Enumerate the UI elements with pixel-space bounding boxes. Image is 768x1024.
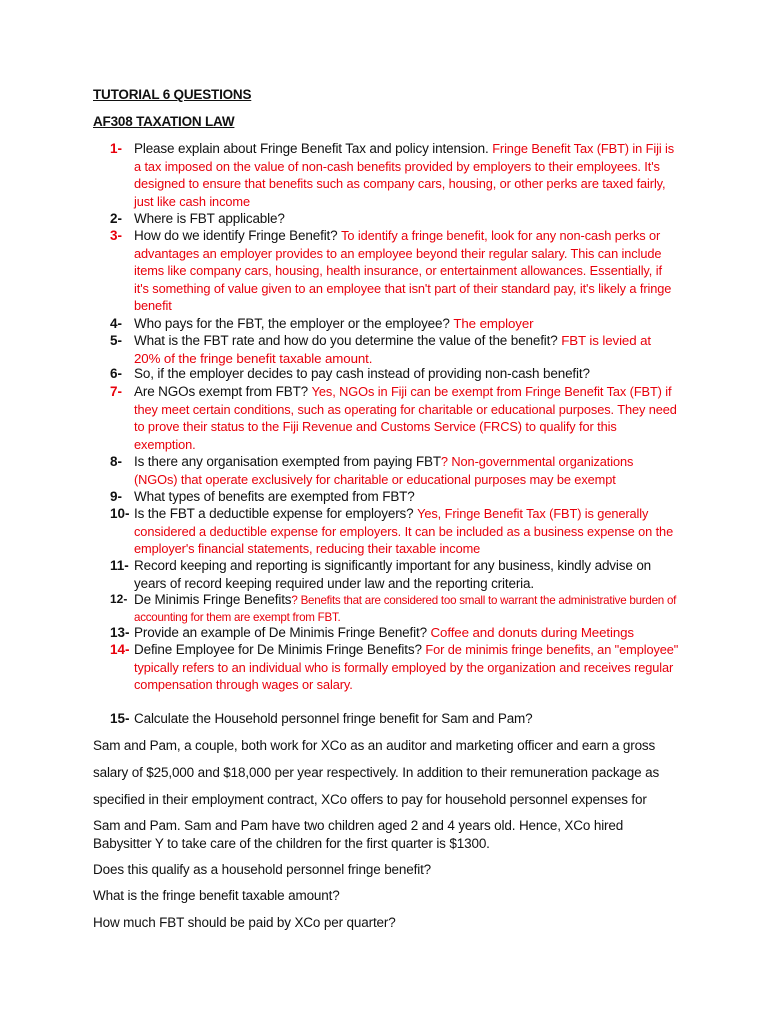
question-item <box>110 365 680 383</box>
question-text: Please explain about Fringe Benefit Tax and policy intension. <box>134 141 493 156</box>
answer-text: Yes, Fringe Benefit Tax (FBT) is generally considered a deductible expense for employers. It can be included as a business expense on the employer's financial statements, reducing their taxable income <box>134 506 674 556</box>
case-study-paragraph: Sam and Pam. Sam and Pam have two children aged 2 and 4 years old. Hence, XCo hired Babysitter Y to take care of the children for the first quarter is $1300. <box>93 818 624 851</box>
question-number: 4- <box>110 316 123 331</box>
question-number: 6- <box>110 366 123 381</box>
question-text: So, if the employer decides to pay cash instead of providing non-cash benefit? <box>134 366 590 381</box>
question-number: 14- <box>110 642 130 657</box>
answer-text: Fringe Benefit Tax (FBT) in Fiji is a tax imposed on the value of non-cash benefits provided by employers to their employees. It's designed to ensure that benefits such as company cars, housing, or other perks are taxed fairly, just like cash income <box>134 141 675 209</box>
question-number: 11- <box>110 558 129 573</box>
answer-text: To identify a fringe benefit, look for any non-cash perks or advantages an employer provides to an employee beyond their regular salary. This can include items like company cars, housing, health insurance, or entertainment allowances. Essentially, if it's something of value given to an employee that isn't part of their standard pay, it's likely a fringe benefit <box>134 228 672 313</box>
answer-text: Yes, NGOs in Fiji can be exempt from Fringe Benefit Tax (FBT) if they meet certain conditions, such as operating for charitable or educational purposes. They need to prove their status to the Fiji Revenue and Customs Service (FRCS) to qualify for this exemption. <box>134 384 677 452</box>
answer-text: For de minimis fringe benefits, an "employee" typically refers to an individual who is formally employed by the organization and receives regular compensation through wages or salary. <box>134 642 679 692</box>
question-text: How do we identify Fringe Benefit? <box>134 228 342 243</box>
answer-text: Coffee and donuts during Meetings <box>430 625 634 640</box>
question-item <box>110 332 680 367</box>
question-item <box>110 592 680 625</box>
case-study-line: Sam and Pam, a couple, both work for XCo as an auditor and marketing officer and earn a gross <box>93 738 656 753</box>
question-text: Is there any organisation exempted from paying FBT <box>134 454 441 469</box>
question-item <box>110 453 680 488</box>
question-text: What types of benefits are exempted from FBT? <box>134 489 415 504</box>
question-text: Record keeping and reporting is significantly important for any business, kindly advise on years of record keeping required under law and the reporting criteria. <box>134 558 652 591</box>
question-item <box>110 315 680 333</box>
question-item <box>110 710 680 728</box>
answer-text: The employer <box>453 316 534 331</box>
question-item <box>110 505 680 558</box>
question-number: 10- <box>110 506 130 521</box>
case-study-question: How much FBT should be paid by XCo per quarter? <box>93 915 396 930</box>
question-text: What is the FBT rate and how do you determine the value of the benefit? <box>134 333 562 348</box>
question-number: 9- <box>110 489 123 504</box>
question-text: Provide an example of De Minimis Fringe Benefit? <box>134 625 431 640</box>
question-item <box>110 140 680 210</box>
question-item <box>110 557 680 592</box>
question-number: 8- <box>110 454 123 469</box>
answer-text: ? Non-governmental organizations (NGOs) that operate exclusively for charitable or educational purposes may be exempt <box>134 454 634 487</box>
question-number: 1- <box>110 141 123 156</box>
question-text: Where is FBT applicable? <box>134 211 285 226</box>
question-item <box>110 624 680 642</box>
case-study-question: Does this qualify as a household personnel fringe benefit? <box>93 862 432 877</box>
question-number: 5- <box>110 333 123 348</box>
question-number: 2- <box>110 211 123 226</box>
question-number: 7- <box>110 384 123 399</box>
case-study-line: salary of $25,000 and $18,000 per year respectively. In addition to their remuneration package as <box>93 765 660 780</box>
answer-text: FBT is levied at 20% of the fringe benefit taxable amount. <box>134 333 652 366</box>
question-item <box>110 227 680 315</box>
question-text: Who pays for the FBT, the employer or the employee? <box>134 316 454 331</box>
case-study-question: What is the fringe benefit taxable amount? <box>93 888 340 903</box>
question-item <box>110 210 680 228</box>
question-text: Define Employee for De Minimis Fringe Benefits? <box>134 642 426 657</box>
answer-text: ? Benefits that are considered too small to warrant the administrative burden of accounting for them are exempt from FBT. <box>134 594 677 624</box>
course-title: AF308 TAXATION LAW <box>93 114 235 129</box>
question-number: 15- <box>110 711 130 726</box>
case-study-line: specified in their employment contract, XCo offers to pay for household personnel expenses for <box>93 792 647 807</box>
question-item <box>110 641 680 694</box>
question-text: De Minimis Fringe Benefits <box>134 592 292 607</box>
question-item <box>110 383 680 453</box>
question-text: Is the FBT a deductible expense for employers? <box>134 506 418 521</box>
question-text: Calculate the Household personnel fringe benefit for Sam and Pam? <box>134 711 533 726</box>
question-number: 3- <box>110 228 123 243</box>
question-number: 12- <box>110 592 128 606</box>
question-text: Are NGOs exempt from FBT? <box>134 384 312 399</box>
question-item <box>110 488 680 506</box>
question-number: 13- <box>110 625 130 640</box>
tutorial-title: TUTORIAL 6 QUESTIONS <box>93 87 252 102</box>
